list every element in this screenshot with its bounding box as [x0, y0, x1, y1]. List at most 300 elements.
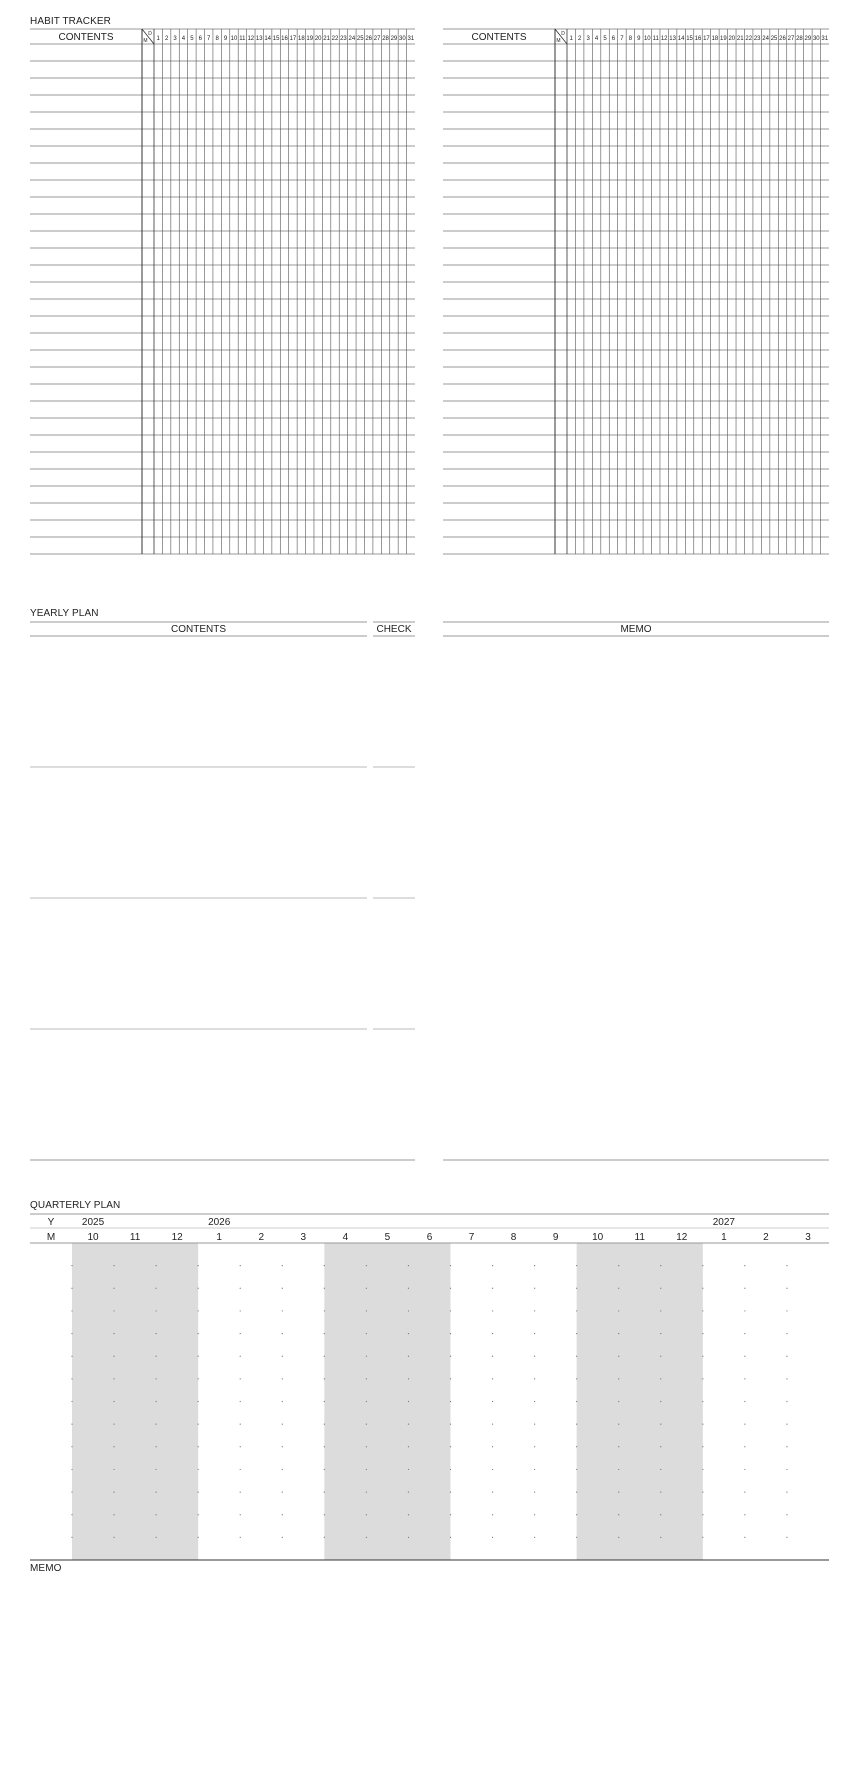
quarterly-grid-dot: [71, 1265, 72, 1266]
quarterly-month-value: 6: [426, 1232, 433, 1243]
habit-day-label: 27: [373, 36, 381, 42]
quarterly-grid-dot: [786, 1446, 787, 1447]
quarterly-grid-dot: [534, 1537, 535, 1538]
quarterly-grid-dot: [366, 1446, 367, 1447]
habit-contents-header: CONTENTS: [58, 32, 114, 43]
quarterly-grid-dot: [408, 1491, 409, 1492]
quarterly-grid-dot: [492, 1514, 493, 1515]
quarterly-grid-dot: [744, 1310, 745, 1311]
habit-day-label: 9: [637, 36, 641, 42]
quarterly-grid-dot: [408, 1537, 409, 1538]
quarterly-grid-dot: [450, 1491, 451, 1492]
quarterly-grid-dot: [71, 1333, 72, 1334]
habit-day-label: 12: [660, 36, 668, 42]
quarter-shade-band: [324, 1243, 450, 1560]
quarterly-grid-dot: [450, 1356, 451, 1357]
quarterly-grid-dot: [450, 1333, 451, 1334]
quarterly-grid-dot: [660, 1310, 661, 1311]
quarterly-grid-dot: [450, 1288, 451, 1289]
quarterly-grid-dot: [366, 1356, 367, 1357]
quarterly-grid-dot: [576, 1514, 577, 1515]
quarterly-grid-dot: [156, 1310, 157, 1311]
habit-day-label: 10: [643, 36, 651, 42]
quarterly-grid-dot: [744, 1288, 745, 1289]
quarterly-month-value: 1: [216, 1232, 222, 1243]
habit-day-label: 10: [230, 36, 238, 42]
quarterly-grid-dot: [156, 1288, 157, 1289]
habit-day-label: 17: [703, 36, 710, 42]
quarterly-grid-dot: [366, 1333, 367, 1334]
quarterly-grid-dot: [702, 1469, 703, 1470]
quarterly-grid-dot: [324, 1537, 325, 1538]
habit-day-label: 29: [804, 36, 812, 42]
quarterly-month-value: 10: [592, 1232, 604, 1243]
yearly-plan-title: YEARLY PLAN: [30, 608, 99, 619]
quarterly-grid-dot: [282, 1514, 283, 1515]
quarterly-grid-dot: [366, 1378, 367, 1379]
quarterly-grid-dot: [534, 1424, 535, 1425]
quarterly-grid-dot: [408, 1378, 409, 1379]
memo-title: MEMO: [30, 1563, 62, 1574]
habit-day-label: 30: [812, 36, 820, 42]
quarterly-grid-dot: [534, 1514, 535, 1515]
quarterly-grid-dot: [492, 1265, 493, 1266]
quarterly-grid-dot: [71, 1469, 72, 1470]
quarterly-grid-dot: [702, 1424, 703, 1425]
habit-day-label: 17: [289, 36, 297, 42]
quarterly-grid-dot: [786, 1514, 787, 1515]
quarterly-grid-dot: [576, 1446, 577, 1447]
quarterly-grid-dot: [240, 1446, 241, 1447]
habit-day-label: 26: [779, 36, 786, 42]
habit-day-label: 8: [215, 36, 219, 42]
quarterly-grid-dot: [113, 1356, 114, 1357]
quarterly-plan-section: [30, 1214, 829, 1560]
quarterly-grid-dot: [576, 1424, 577, 1425]
habit-corner-month-label: M: [143, 38, 148, 44]
habit-day-label: 7: [620, 36, 624, 42]
quarterly-grid-dot: [282, 1491, 283, 1492]
quarterly-grid-dot: [156, 1356, 157, 1357]
quarterly-grid-dot: [702, 1401, 703, 1402]
quarterly-grid-dot: [366, 1537, 367, 1538]
quarterly-grid-dot: [324, 1265, 325, 1266]
quarterly-grid-dot: [534, 1491, 535, 1492]
habit-day-label: 26: [365, 36, 373, 42]
quarterly-grid-dot: [282, 1288, 283, 1289]
quarterly-grid-dot: [660, 1333, 661, 1334]
habit-day-label: 4: [594, 36, 599, 42]
quarterly-grid-dot: [786, 1356, 787, 1357]
habit-day-label: 21: [736, 36, 744, 42]
quarterly-grid-dot: [156, 1333, 157, 1334]
quarterly-grid-dot: [576, 1265, 577, 1266]
quarterly-grid-dot: [786, 1288, 787, 1289]
quarterly-grid-dot: [492, 1446, 493, 1447]
habit-day-label: 28: [382, 36, 389, 42]
quarterly-grid-dot: [366, 1401, 367, 1402]
quarterly-grid-dot: [492, 1356, 493, 1357]
quarterly-grid-dot: [282, 1333, 283, 1334]
habit-day-label: 18: [297, 36, 305, 42]
habit-day-label: 4: [181, 36, 186, 42]
quarterly-grid-dot: [324, 1424, 325, 1425]
quarterly-grid-dot: [324, 1356, 325, 1357]
quarterly-grid-dot: [618, 1537, 619, 1538]
quarterly-grid-dot: [744, 1491, 745, 1492]
quarterly-grid-dot: [702, 1333, 703, 1334]
quarterly-grid-dot: [324, 1514, 325, 1515]
quarterly-grid-dot: [492, 1333, 493, 1334]
quarterly-grid-dot: [660, 1537, 661, 1538]
habit-day-label: 23: [753, 36, 761, 42]
quarterly-grid-dot: [534, 1333, 535, 1334]
quarterly-grid-dot: [702, 1356, 703, 1357]
quarterly-grid-dot: [660, 1469, 661, 1470]
habit-contents-header: CONTENTS: [471, 32, 527, 43]
quarterly-grid-dot: [113, 1288, 114, 1289]
habit-day-label: 22: [745, 36, 753, 42]
quarterly-grid-dot: [702, 1514, 703, 1515]
quarterly-grid-dot: [576, 1310, 577, 1311]
quarterly-grid-dot: [786, 1265, 787, 1266]
quarterly-grid-dot: [71, 1356, 72, 1357]
quarterly-grid-dot: [324, 1446, 325, 1447]
quarterly-grid-dot: [71, 1491, 72, 1492]
quarterly-grid-dot: [702, 1378, 703, 1379]
habit-day-label: 24: [348, 36, 356, 42]
quarterly-grid-dot: [618, 1378, 619, 1379]
quarterly-grid-dot: [408, 1356, 409, 1357]
quarterly-grid-dot: [198, 1401, 199, 1402]
quarterly-month-value: 3: [300, 1232, 307, 1243]
quarterly-month-value: 10: [87, 1232, 99, 1243]
quarterly-grid-dot: [492, 1310, 493, 1311]
quarterly-grid-dot: [408, 1265, 409, 1266]
quarterly-grid-dot: [744, 1537, 745, 1538]
habit-day-label: 6: [611, 36, 616, 42]
quarterly-grid-dot: [282, 1265, 283, 1266]
quarterly-grid-dot: [618, 1333, 619, 1334]
quarterly-grid-dot: [450, 1424, 451, 1425]
quarterly-grid-dot: [71, 1424, 72, 1425]
quarterly-grid-dot: [534, 1446, 535, 1447]
quarterly-grid-dot: [618, 1401, 619, 1402]
quarterly-grid-dot: [660, 1288, 661, 1289]
habit-day-label: 2: [164, 36, 169, 42]
quarterly-month-value: 1: [721, 1232, 727, 1243]
quarterly-year-value: 2027: [712, 1217, 735, 1228]
quarterly-grid-dot: [282, 1401, 283, 1402]
quarterly-grid-dot: [113, 1537, 114, 1538]
quarterly-grid-dot: [282, 1446, 283, 1447]
quarterly-grid-dot: [71, 1537, 72, 1538]
quarterly-grid-dot: [786, 1401, 787, 1402]
quarterly-grid-dot: [702, 1446, 703, 1447]
quarterly-grid-dot: [534, 1401, 535, 1402]
quarterly-grid-dot: [282, 1310, 283, 1311]
quarterly-grid-dot: [744, 1401, 745, 1402]
quarterly-grid-dot: [534, 1469, 535, 1470]
quarterly-grid-dot: [366, 1514, 367, 1515]
quarterly-grid-dot: [576, 1378, 577, 1379]
habit-tracker-panel-right: [443, 29, 829, 554]
habit-day-label: 8: [628, 36, 633, 42]
quarterly-grid-dot: [198, 1333, 199, 1334]
quarterly-grid-dot: [198, 1378, 199, 1379]
quarterly-grid-dot: [618, 1514, 619, 1515]
quarterly-grid-dot: [744, 1265, 745, 1266]
quarterly-grid-dot: [408, 1401, 409, 1402]
quarterly-grid-dot: [618, 1491, 619, 1492]
habit-day-label: 11: [239, 36, 246, 42]
quarterly-month-value: 2: [258, 1232, 265, 1243]
quarterly-grid-dot: [450, 1469, 451, 1470]
quarterly-grid-dot: [198, 1265, 199, 1266]
quarterly-grid-dot: [618, 1446, 619, 1447]
quarterly-grid-dot: [240, 1514, 241, 1515]
quarterly-grid-dot: [240, 1424, 241, 1425]
quarterly-grid-dot: [534, 1288, 535, 1289]
quarterly-grid-dot: [492, 1424, 493, 1425]
quarterly-grid-dot: [240, 1288, 241, 1289]
quarterly-month-value: 2: [763, 1232, 769, 1243]
quarterly-grid-dot: [408, 1424, 409, 1425]
habit-day-label: 15: [272, 36, 280, 42]
quarterly-month-value: 11: [129, 1232, 141, 1243]
quarterly-grid-dot: [113, 1310, 114, 1311]
quarterly-grid-dot: [450, 1401, 451, 1402]
quarterly-grid-dot: [240, 1378, 241, 1379]
quarterly-grid-dot: [618, 1288, 619, 1289]
quarterly-month-value: 3: [805, 1232, 811, 1243]
habit-day-label: 23: [340, 36, 347, 42]
quarterly-grid-dot: [198, 1446, 199, 1447]
quarterly-grid-dot: [324, 1310, 325, 1311]
habit-day-label: 13: [669, 36, 676, 42]
yearly-plan-section: [30, 622, 829, 1160]
quarterly-grid-dot: [450, 1378, 451, 1379]
quarterly-grid-dot: [198, 1310, 199, 1311]
habit-day-label: 28: [796, 36, 803, 42]
habit-day-label: 25: [770, 36, 778, 42]
quarterly-grid-dot: [450, 1265, 451, 1266]
yearly-check-header: CHECK: [376, 624, 412, 635]
quarterly-grid-dot: [156, 1514, 157, 1515]
quarterly-grid-dot: [198, 1288, 199, 1289]
quarterly-grid-dot: [71, 1514, 72, 1515]
quarterly-grid-dot: [71, 1378, 72, 1379]
quarterly-grid-dot: [240, 1310, 241, 1311]
quarterly-grid-dot: [786, 1424, 787, 1425]
habit-day-label: 20: [314, 36, 322, 42]
quarterly-grid-dot: [660, 1514, 661, 1515]
quarterly-grid-dot: [156, 1424, 157, 1425]
quarterly-grid-dot: [744, 1469, 745, 1470]
quarterly-grid-dot: [113, 1401, 114, 1402]
quarterly-grid-dot: [198, 1491, 199, 1492]
quarterly-grid-dot: [534, 1265, 535, 1266]
quarterly-year-label: Y: [47, 1217, 55, 1228]
quarterly-grid-dot: [240, 1469, 241, 1470]
quarterly-grid-dot: [618, 1424, 619, 1425]
quarterly-grid-dot: [786, 1333, 787, 1334]
quarterly-grid-dot: [744, 1356, 745, 1357]
habit-day-label: 16: [281, 36, 288, 42]
quarterly-year-value: 2026: [208, 1217, 231, 1228]
quarterly-grid-dot: [576, 1401, 577, 1402]
habit-day-label: 3: [173, 36, 177, 42]
quarterly-grid-dot: [702, 1537, 703, 1538]
quarterly-grid-dot: [660, 1378, 661, 1379]
habit-day-label: 19: [306, 36, 314, 42]
quarterly-month-label: M: [46, 1232, 56, 1243]
quarterly-grid-dot: [198, 1514, 199, 1515]
habit-day-label: 16: [694, 36, 702, 42]
quarterly-grid-dot: [324, 1491, 325, 1492]
quarterly-grid-dot: [282, 1356, 283, 1357]
quarterly-grid-dot: [113, 1469, 114, 1470]
habit-tracker-title: HABIT TRACKER: [30, 16, 111, 27]
quarterly-grid-dot: [492, 1537, 493, 1538]
quarterly-grid-dot: [324, 1288, 325, 1289]
quarterly-grid-dot: [492, 1378, 493, 1379]
quarterly-grid-dot: [534, 1378, 535, 1379]
habit-day-label: 14: [677, 36, 685, 42]
habit-day-label: 12: [247, 36, 255, 42]
quarterly-grid-dot: [576, 1537, 577, 1538]
quarterly-grid-dot: [618, 1265, 619, 1266]
quarterly-grid-dot: [71, 1288, 72, 1289]
habit-day-label: 3: [586, 36, 590, 42]
quarterly-grid-dot: [660, 1424, 661, 1425]
quarterly-grid-dot: [198, 1469, 199, 1470]
quarterly-grid-dot: [786, 1491, 787, 1492]
habit-day-label: 13: [255, 36, 263, 42]
habit-day-label: 1: [569, 36, 573, 42]
quarterly-grid-dot: [113, 1514, 114, 1515]
quarterly-month-value: 12: [171, 1232, 183, 1243]
quarterly-month-value: 9: [552, 1232, 559, 1243]
quarterly-grid-dot: [534, 1356, 535, 1357]
habit-day-label: 1: [156, 36, 160, 42]
quarterly-grid-dot: [576, 1491, 577, 1492]
habit-day-label: 30: [399, 36, 406, 42]
quarterly-grid-dot: [786, 1537, 787, 1538]
quarterly-grid-dot: [113, 1265, 114, 1266]
habit-day-label: 27: [787, 36, 795, 42]
quarterly-grid-dot: [744, 1446, 745, 1447]
quarterly-grid-dot: [156, 1491, 157, 1492]
quarterly-grid-dot: [156, 1401, 157, 1402]
quarterly-grid-dot: [113, 1424, 114, 1425]
quarterly-grid-dot: [618, 1469, 619, 1470]
habit-day-label: 15: [686, 36, 693, 42]
quarterly-grid-dot: [744, 1514, 745, 1515]
habit-tracker-panel-left: [30, 29, 415, 554]
quarterly-grid-dot: [366, 1424, 367, 1425]
quarterly-grid-dot: [198, 1356, 199, 1357]
quarterly-grid-dot: [240, 1356, 241, 1357]
habit-day-label: 22: [331, 36, 339, 42]
quarterly-grid-dot: [702, 1265, 703, 1266]
quarterly-grid-dot: [240, 1491, 241, 1492]
quarterly-grid-dot: [450, 1514, 451, 1515]
quarterly-grid-dot: [576, 1469, 577, 1470]
quarterly-grid-dot: [450, 1446, 451, 1447]
habit-day-label: 14: [264, 36, 272, 42]
quarterly-grid-dot: [744, 1333, 745, 1334]
quarterly-grid-dot: [324, 1401, 325, 1402]
habit-day-label: 24: [762, 36, 769, 42]
quarterly-month-value: 11: [634, 1232, 645, 1243]
quarterly-month-value: 12: [676, 1232, 688, 1243]
quarterly-grid-dot: [113, 1446, 114, 1447]
quarterly-grid-dot: [366, 1491, 367, 1492]
quarter-shade-band: [72, 1243, 198, 1560]
quarterly-grid-dot: [366, 1265, 367, 1266]
quarterly-grid-dot: [113, 1333, 114, 1334]
habit-day-label: 5: [603, 36, 607, 42]
habit-day-label: 9: [223, 36, 228, 42]
quarterly-grid-dot: [366, 1469, 367, 1470]
quarterly-grid-dot: [156, 1469, 157, 1470]
habit-day-label: 11: [652, 36, 659, 42]
quarterly-month-value: 4: [342, 1232, 349, 1243]
quarterly-grid-dot: [113, 1491, 114, 1492]
quarterly-grid-dot: [660, 1401, 661, 1402]
quarterly-grid-dot: [744, 1378, 745, 1379]
habit-day-label: 2: [578, 36, 582, 42]
quarterly-grid-dot: [324, 1333, 325, 1334]
quarterly-grid-dot: [660, 1356, 661, 1357]
habit-day-label: 31: [821, 36, 829, 42]
habit-corner-month-label: M: [556, 38, 561, 44]
quarterly-year-value: 2025: [81, 1217, 105, 1228]
quarterly-month-value: 8: [510, 1232, 517, 1243]
quarterly-grid-dot: [282, 1469, 283, 1470]
habit-corner-day-label: D: [148, 31, 152, 37]
quarterly-grid-dot: [240, 1333, 241, 1334]
habit-day-label: 18: [711, 36, 719, 42]
quarterly-grid-dot: [408, 1333, 409, 1334]
quarterly-grid-dot: [702, 1310, 703, 1311]
habit-day-label: 5: [190, 36, 194, 42]
yearly-contents-header: CONTENTS: [171, 624, 226, 635]
quarterly-grid-dot: [576, 1333, 577, 1334]
quarterly-grid-dot: [534, 1310, 535, 1311]
habit-day-label: 25: [356, 36, 364, 42]
quarterly-grid-dot: [282, 1378, 283, 1379]
quarterly-grid-dot: [408, 1446, 409, 1447]
quarterly-grid-dot: [492, 1469, 493, 1470]
quarterly-grid-dot: [408, 1514, 409, 1515]
quarterly-grid-dot: [408, 1310, 409, 1311]
habit-day-label: 20: [728, 36, 736, 42]
quarterly-grid-dot: [660, 1265, 661, 1266]
quarterly-grid-dot: [492, 1288, 493, 1289]
habit-day-label: 31: [407, 36, 415, 42]
quarterly-grid-dot: [324, 1378, 325, 1379]
habit-day-label: 29: [390, 36, 398, 42]
quarterly-grid-dot: [366, 1310, 367, 1311]
quarterly-grid-dot: [198, 1537, 199, 1538]
quarterly-grid-dot: [282, 1537, 283, 1538]
quarterly-grid-dot: [786, 1310, 787, 1311]
quarterly-grid-dot: [660, 1446, 661, 1447]
quarterly-grid-dot: [113, 1378, 114, 1379]
quarterly-grid-dot: [450, 1537, 451, 1538]
